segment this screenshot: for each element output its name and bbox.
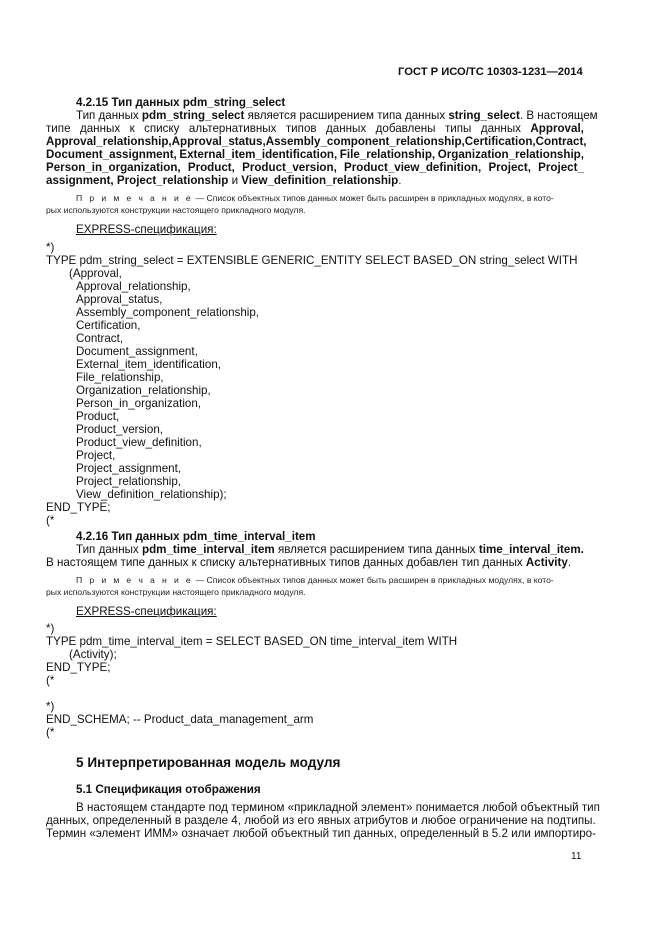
s4215-para-line-5: Person_in_organization, Product, Product_version, Product_view_definition, Project, Project_ (46, 161, 584, 174)
s5-para-line-3: Термин «элемент ИММ» означает любой объектный тип данных, определенный в 5.2 или импортиро- (46, 827, 596, 840)
s4215-para-line-3: Approval_relationship, Approval_status, Assembly_component_relationship, Certification, Contract, (46, 135, 587, 148)
s4215-para-line-6: assignment, Project_relationship и View_definition_relationship. (46, 174, 402, 187)
page-number: 11 (571, 851, 582, 862)
s4215-express-label: EXPRESS-спецификация: (76, 223, 217, 236)
section-5-heading: 5 Интерпретированная модель модуля (76, 755, 341, 770)
s4215-para-line-1: Тип данных pdm_string_select является расширением типа данных string_select. В настоящем (76, 109, 598, 122)
s4216-para-line-2: В настоящем типе данных к списку альтернативных типов данных добавлен тип данных Activity. (46, 556, 572, 569)
s4215-para-line-2: типе данных к списку альтернативных типов данных добавлены типы данных Approval, (46, 122, 584, 135)
s4216-note-line-2: рых используются конструкции настоящего прикладного модуля. (46, 587, 306, 597)
s4215-para-line-4: Document_assignment, External_item_identification, File_relationship, Organization_relationship, (46, 148, 584, 161)
s4215-note-line-1: П р и м е ч а н и е — Список объектных типов данных может быть расширен в прикладных модулях, в кото- (76, 193, 554, 203)
section-4-2-16-heading: 4.2.16 Тип данных pdm_time_interval_item (76, 530, 316, 543)
s5-para-line-2: данных, определенный в разделе 4, любой из его явных атрибутов и любое ограничение на подтипы. (46, 814, 596, 827)
s5-para-line-1: В настоящем стандарте под термином «прикладной элемент» понимается любой объектный тип (76, 801, 600, 814)
s4216-express-label: EXPRESS-спецификация: (76, 605, 217, 618)
s4215-note-line-2: рых используются конструкции настоящего прикладного модуля. (46, 205, 306, 215)
section-5-1-heading: 5.1 Спецификация отображения (76, 783, 261, 796)
s4216-para-line-1: Тип данных pdm_time_interval_item является расширением типа данных time_interval_item. (76, 543, 584, 556)
s4216-note-line-1: П р и м е ч а н и е — Список объектных типов данных может быть расширен в прикладных модулях, в кото- (76, 575, 554, 585)
section-4-2-15-heading: 4.2.15 Тип данных pdm_string_select (76, 96, 286, 109)
document-header: ГОСТ Р ИСО/ТС 10303-1231—2014 (398, 66, 583, 78)
